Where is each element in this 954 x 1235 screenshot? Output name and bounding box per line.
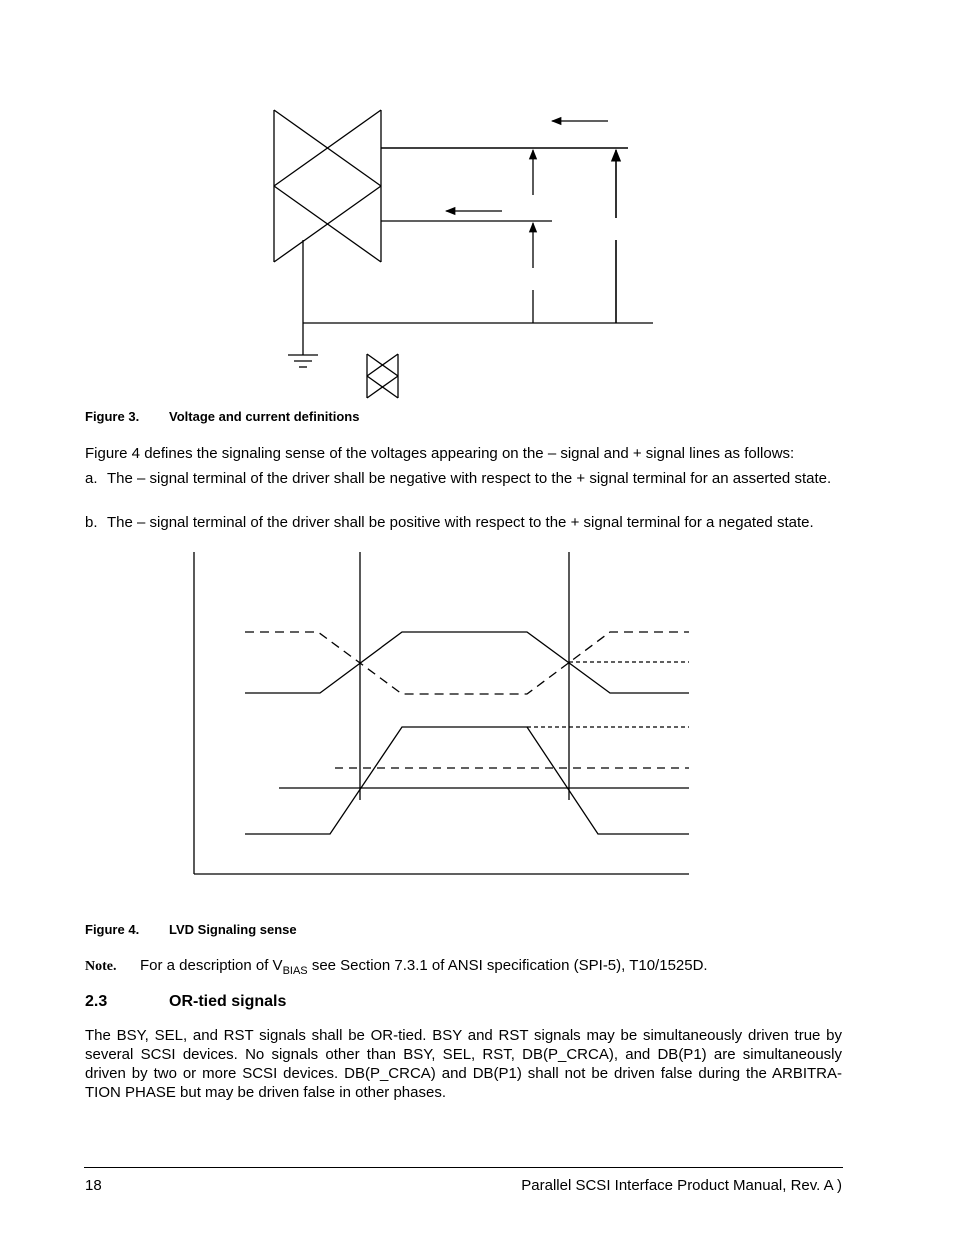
driver-symbol	[274, 110, 381, 262]
ground-symbol	[288, 355, 318, 367]
section-title: OR-tied signals	[169, 993, 287, 1010]
list-item-text: The – signal terminal of the driver shall be negative with respect to the + signal terminal for an asserted state.	[107, 470, 832, 487]
footer-rule	[84, 1167, 843, 1168]
figure-3-caption	[85, 409, 359, 424]
list-item-text: The – signal terminal of the driver shall be positive with respect to the + signal terminal for a negated state.	[107, 514, 814, 531]
differential-waveform	[245, 727, 689, 834]
manual-title: Parallel SCSI Interface Product Manual, Rev. A )	[521, 1177, 842, 1194]
figure-3-diagram	[0, 0, 954, 410]
list-item-label: a.	[85, 470, 98, 487]
note-subscript: BIAS	[282, 965, 308, 977]
figure-3-title: Voltage and current definitions	[169, 409, 360, 424]
figure-3-label: Figure 3.	[85, 409, 140, 424]
list-item-b	[85, 513, 842, 532]
intro-paragraph: Figure 4 defines the signaling sense of the voltages appearing on the – signal and + signal lines as follows:	[85, 445, 795, 462]
note-text-before: For a description of V	[140, 957, 283, 974]
small-driver-symbol	[367, 354, 398, 398]
note	[85, 957, 708, 977]
list-item-label: b.	[85, 514, 98, 531]
section-heading	[85, 993, 286, 1011]
section-number: 2.3	[85, 993, 108, 1010]
page-number: 18	[85, 1177, 102, 1194]
plus-signal-waveform	[245, 632, 689, 693]
figure-4-caption	[85, 922, 297, 937]
figure-4-title: LVD Signaling sense	[169, 922, 297, 937]
note-text-after: see Section 7.3.1 of ANSI specification (SPI-5), T10/1525D.	[307, 957, 708, 974]
list-item-a	[85, 469, 842, 488]
minus-signal-waveform	[245, 632, 689, 694]
note-label: Note.	[85, 959, 117, 974]
figure-4-diagram	[0, 545, 954, 885]
section-body: The BSY, SEL, and RST signals shall be OR-tied. BSY and RST signals may be simultaneously driven true by several SCSI devices. No signals other than BSY, SEL, RST, DB(P_CRCA), and DB(P1) are simultaneously driven by two or more SCSI devices. DB(P_CRCA) and DB(P1) shall not be driven false during the ARBITRA-TION PHASE but may be driven false in other phases.	[85, 1027, 842, 1101]
figure-4-label: Figure 4.	[85, 922, 140, 937]
